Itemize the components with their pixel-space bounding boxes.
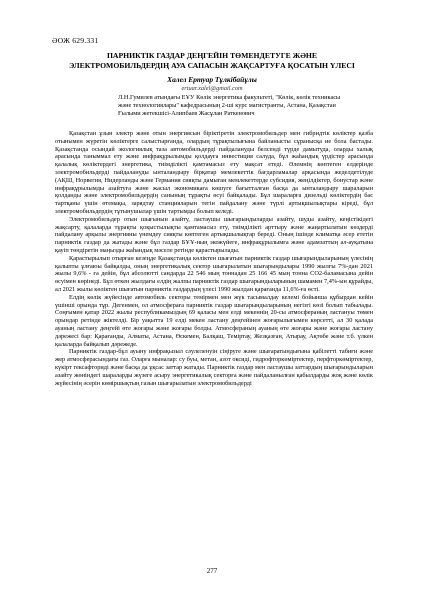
author-email: ertuar.xalel@gmail.com [181,85,243,92]
body-paragraph: Елдің көлік жүйесінде автомобиль секторы темірмен мен жүк тасымалдау келемі бойынша құбырдан кейін үшінші орында тұр. Дегенмен, ол атмосфераға парниктік газдар шығарындыларының негізгі көзі болып табылады. Соңғымен қатар 2022 жылы республикамыздың 69 қаласы мен елді мекеннің 20-сы атмосфераның ластануы төмен орындар ретінде жіктелді. Бір уақытта 19 елді мекен ластану деңгейінен жоғарылығымен көрсетті, ал 30 қалада ауаның ластану деңгейі өте жоғары және жоғары болды. Атмосфераның ауаның өте жоғары және жоғары ластану дәрежесі бар: Қарағанды, Алматы, Астана, Өскемен, Балқаш, Теміртау, Жезқазған, Атырау, Ақтөбе және т.б. үлкен қалаларда байқалып дәрежеде. [55,293,373,348]
udc-code: ӘОЖ 629.331 [52,36,99,45]
body-paragraph: Электромобильдер отын шығынын азайту, ластаушы шығарындыларды азайту, шуды азайту, кеңістікідегі жақсарту, қалаларда тұрақты қоқыстылықты қамтамасыз ету, тиімділікті арттыру және жаңартылатын көздерді пайдалану арқылы энергияны үнемдеу сияқты көптеген артықшылықтар береді. Оның ішінде климатқа әсер ететін парниктік газдар да жатады және бұл газдар БҰҰ-ның экожүйеге, инфрақұрылымға және адамзаттың ал-ауқатына қауіп төндіретін маңызды жаһандық мәселе ретінде қарастырылады. [55,215,373,254]
affiliation-line: Л.Н.Гумилев атындағы ЕҰУ Көлік энергетика факультеті, "Көлік, көлік техникасы [118,94,341,101]
affiliation [118,94,358,118]
title-line: ПАРНИКТІК ГАЗДАР ДЕҢГЕЙІН ТӨМЕНДЕТУГЕ ЖӘНЕ [106,51,318,60]
body-paragraph: Қарастырылып отырған кезеңде Қазақстанда көліктен шығатын парниктік газдар шығарындыларының үлесінің қалыпты ұлғаюы байқалды, оның энергетикалық сектор шығарылатын шығарындылары 1990 жылғы 7%-дан 2021 жылы 9,6% - ға дейін, бұл абсолютті сандарда 22 546 мың тоннадан 25 166 45 мың тонна СО2-баламасына дейін өсуімен көрінеді. Бұл өткен жылдағы елдің жалпы парниктік газдар шығарындыларының шамамен 7,4%-ын құрайды, ал 2021 жылы көліктен шығатын парниктік газдардың үлесі 1990 жылдан қарағанда 11,6%-ға өсті. [55,254,373,293]
body-paragraph: Парниктік газдар-бұл ауыну инфрақызыл сәулеленуін сіңіруге және шығаратындығына қабілетті табиғи және жер атмосферасындағы газ. Оларға мыналар: су буы, метан, азот оксиді, гидрофторкөміртектер, перфторкөміртектер, күкірт гексафториді және басқа да ұқсас заттар жатады. Парниктік газдар мен ластаушы заттардың шығарындыларын азайту жөніндегі шараларды жүзеге асыру энергетикалық секторға және пайдаланылған қабылдарды жоқ және көлік жүйесінің әсерін көміршықтың газын шығарылатын электромобильдерді [55,348,373,387]
affiliation-line: және технологиялары" кафедрасының 2-ші курс магистранты, Астана, Қазақстан [118,102,336,110]
affiliation-line: Ғылыми жетекшісі-Алипбаев Жасұлан Раткенович [118,110,255,118]
page-number: 277 [206,567,218,575]
article-body [55,130,373,387]
title-line: ЭЛЕКТРОМОБИЛЬДЕРДІҢ АУА САПАСЫН ЖАҚСАРТУҒА ҚОСАТЫН ҮЛЕСІ [69,60,355,70]
author-name: Халел Ертуар Тұлкібайұлы [167,75,257,84]
article-title [44,51,380,70]
body-paragraph: Қазақстан ұзын электр және отын энергиясын біріктіретін электромобильдер мен гибридтік көліктер қазба отынымен жүретін көліктерге салыстырғанда, олардың тұрақтылығына байланысты сұранысқа ие бола бастады. Қазақстанда осындай экологиялық таза автомобильдерді пайдалануды белсенді түрде дамытуда, оларды халық арасында таныммал ету және инфрақұрылымды қолдауға инвестиция салуда, бұл жаһандық үрдістер арасында қалалық көліктердегі энергетика, тиімділікті қамтамасыз ету мақсат етеді. Әлемнің көптеген елдерінде электромобильдерді пайдалануды ынталандыру бірқатар мемлекеттік бағдарламалар арқасында жеделдетілуде (АҚШ, Норвегия, Нидерланды және Германия сияқты дамыған мемлекеттерде субсидия, жеңілдіктер, бонустар және инфрақұрылымды азайтуға және жасыл экономикаға көшуге бағытталған басқа да ынталандыру шараларын қолданды және электромобильдердің санының тұрақты өсуі байқалады. Бұл шараларға дизельді көліктердің бас тартқаны үшін өтемақы, зарядтау станцияларын тегін пайдалану және түрлі артықшылықтары кіреді, бұл электромобильдердің тұтынушылар үшін тартымды болып келеді. [55,130,373,215]
